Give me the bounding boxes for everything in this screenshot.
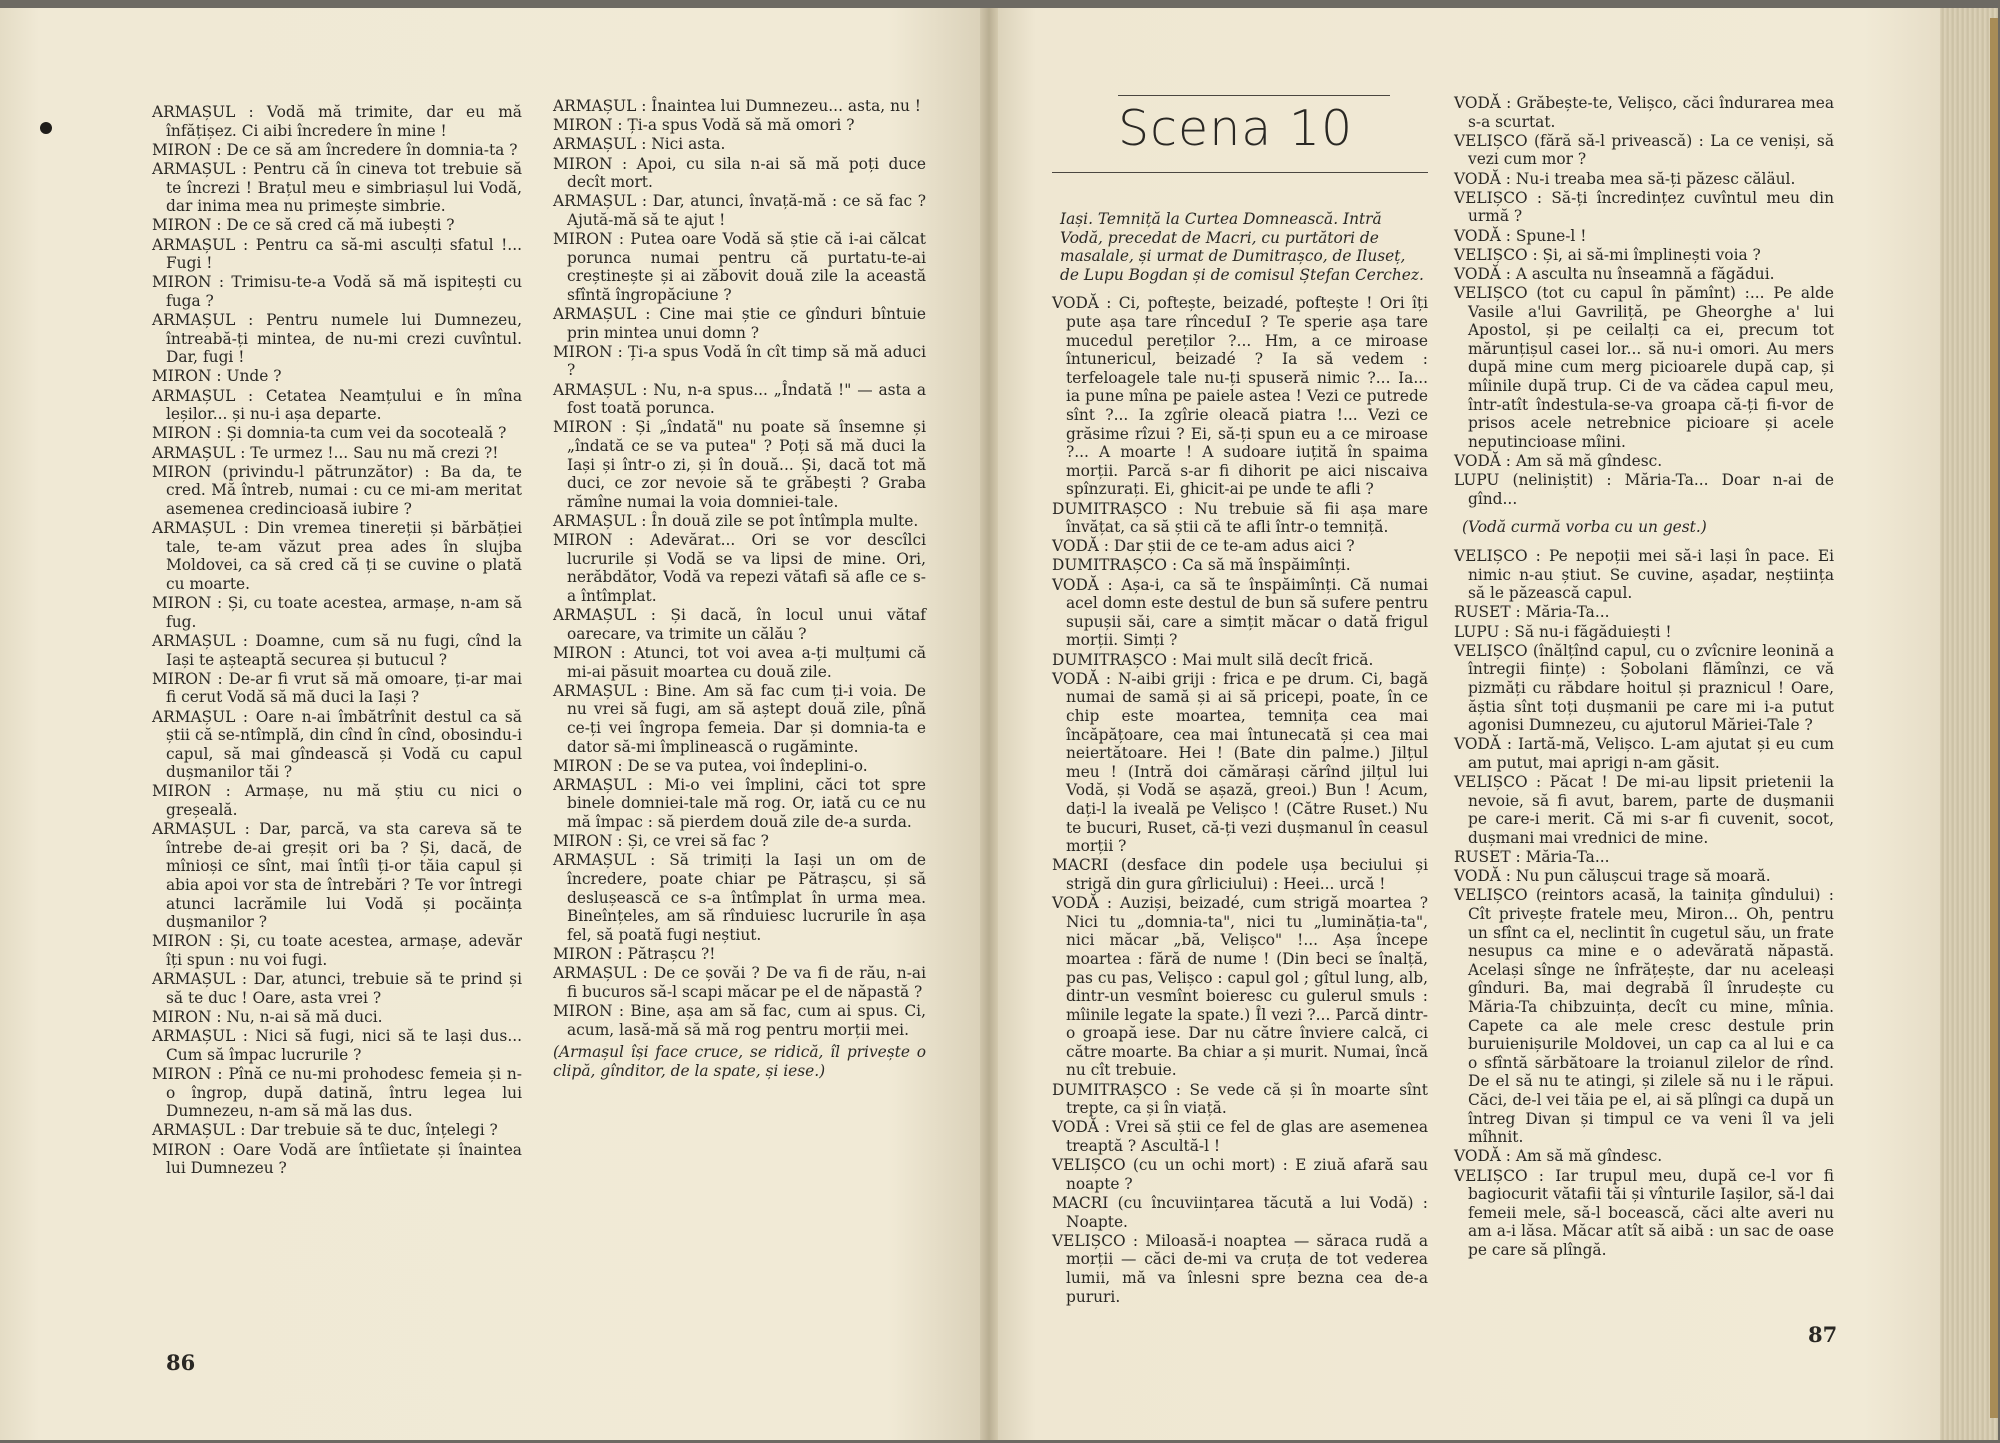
ink-dot — [40, 122, 52, 134]
dialogue-line: MIRON : Ți-a spus Vodă să mă omori ? — [553, 116, 855, 135]
dialogue-line: MIRON : Pătrașcu ?! — [553, 945, 716, 963]
dialogue-line: MIRON : Și, cu toate acestea, armașe, n-am să fug. — [152, 594, 522, 631]
text-column-3 — [1052, 200, 1428, 1307]
dialogue-line: ARMAȘUL : Dar, atunci, învață-mă : ce să fac ? Ajută-mă să te ajut ! — [553, 192, 926, 229]
dialogue-line: MIRON : Și, cu toate acestea, armașe, adevăr îți spun : nu voi fugi. — [152, 932, 522, 969]
dialogue-line: VODĂ : Ci, poftește, beizadé, poftește ! Ori îți pute așa tare rînceduI ? Te sperie așa tare mucedul pereților ?... Hm, a ce miroase întunericul, beizadé ? Ia să vedem : terfeloagele tale nu-ți spuseră nimic ?... Ia... ia pune mîna pe paiele astea ! Vezi ce putrede sînt ?... Ia zgîrie oleacă piatra !... Vezi ce grăsime rîzui ? Ei, să-ți spun eu a ce miroase ?... A moarte ! A sudoare iuțită în spaima morții. Parcă s-ar fi dihorit pe aici niscaiva spînzurați. Ei, ghicit-ai pe unde te afli ? — [1052, 294, 1428, 499]
dialogue-line: RUSET : Măria-Ta... — [1454, 603, 1610, 622]
dialogue-line: VELIȘCO : Pe nepoții mei să-i lași în pace. Ei nimic n-au știut. Se cuvine, așadar, neștiința să le păzească capul. — [1454, 547, 1834, 603]
dialogue-line: MIRON : Și „îndată" nu poate să însemne și „îndată ce se va putea" ? Poți să mă duci la Iași și într-o zi, și în două... Și, dacă tot mă duci, ce zor nevoie să te grăbești ? Graba rămîne numai la voia domniei-tale. — [553, 418, 926, 511]
dialogue-line: ARMAȘUL : Oare n-ai îmbătrînit destul ca să știi că se-ntîmplă, din cînd în cînd, obosindu-i capul, să mai gîndească și Vodă cu capul dușmanilor tăi ? — [152, 707, 522, 782]
dialogue-line: MIRON : Și domnia-ta cum vei da socoteală ? — [152, 424, 507, 443]
dialogue-line: VODĂ : N-aibi griji : frica e pe drum. Ci, bagă numai de samă și ai să pricepi, poate, în ce chip este moartea, temnița cea mai încăpățoare, cea mai întunecată și cea mai neiertătoare. Hei ! (Bate din palme.) Jilțul meu ! (Intră doi cămărași cărînd jilțul lui Vodă, și Vodă se așază, greoi.) Bun ! Acum, dați-l la iveală pe Velișco ! (Către Ruset.) Nu te bucuri, Ruset, că-ți vezi dușmanul în ceasul morții ? — [1052, 669, 1428, 856]
dialogue-line: VELIȘCO (fără să-l privească) : La ce veniși, să vezi cum mor ? — [1454, 131, 1834, 169]
dialogue-line: MIRON : De se va putea, voi îndeplini-o. — [553, 756, 868, 775]
dialogue-line: MIRON : Ți-a spus Vodă în cît timp să mă aduci ? — [553, 342, 926, 380]
dialogue-line: VELIȘCO (cu un ochi mort) : E ziuă afară sau noapte ? — [1052, 1156, 1428, 1193]
dialogue-line: VODĂ : Am să mă gîndesc. — [1454, 1147, 1663, 1166]
dialogue-line: DUMITRAȘCO : Ca să mă înspăimînți. — [1052, 556, 1351, 575]
dialogue-line: MIRON : Pînă ce nu-mi prohodesc femeia și n-o îngrop, după datină, întru legea lui Dumnezeu, n-am să mă las dus. — [152, 1064, 522, 1121]
dialogue-line: MIRON : De ce să am încredere în domnia-ta ? — [152, 140, 518, 159]
dialogue-line: VELIȘCO : Și, ai să-mi împlinești voia ? — [1454, 245, 1761, 264]
dialogue-line: ARMAȘUL : Te urmez !... Sau nu mă crezi ?! — [152, 443, 499, 462]
dialogue-line: ARMAȘUL : Pentru că în cineva tot trebuie să te încrezi ! Brațul meu e simbriașul lui Vodă, dar inima mea nu primește simbrie. — [152, 159, 522, 216]
page-number-right: 87 — [1808, 1322, 1838, 1347]
dialogue-line: MIRON : Oare Vodă are întîietate și înaintea lui Dumnezeu ? — [152, 1140, 522, 1178]
dialogue-line: ARMAȘUL : Cetatea Neamțului e în mîna leșilor... și nu-i așa departe. — [152, 386, 522, 424]
dialogue-line: VODĂ : Dar știi de ce te-am adus aici ? — [1052, 537, 1355, 556]
dialogue-line: DUMITRAȘCO : Mai mult silă decît frică. — [1052, 650, 1374, 669]
dialogue-line: MACRI (cu încuviințarea tăcută a lui Vodă) : Noapte. — [1052, 1194, 1428, 1231]
dialogue-line: ARMAȘUL : Mi-o vei împlini, căci tot spre binele domniei-tale mă rog. Or, iată cu ce nu mă împac : să pierdem două zile de-a surda. — [553, 775, 926, 832]
scene-title: Scena 10 — [1118, 100, 1354, 157]
dialogue-line: MIRON : Apoi, cu sila n-ai să mă poți duce decît mort. — [553, 154, 926, 192]
dialogue-line: RUSET : Măria-Ta... — [1454, 848, 1610, 867]
dialogue-line: MIRON : Armașe, nu mă știu cu nici o greșeală. — [152, 782, 522, 820]
dialogue-line: ARMAȘUL : Pentru ca să-mi asculți sfatul !... Fugi ! — [152, 235, 522, 273]
book-gutter — [980, 8, 998, 1440]
scene-stage-direction: Iași. Temniță la Curtea Domnească. Intră Vodă, precedat de Macri, cu purtători de masalale, și urmat de Dumitrașco, de Iluseț, de Lupu Bogdan și de comisul Ștefan Cerchez. — [1060, 210, 1424, 284]
dialogue-line: VELIȘCO (tot cu capul în pămînt) :... Pe alde Vasile a'lui Gavriliță, pe Gheorghe a' lui Apostol, și pe ceilalți ca ei, precum tot mărunțișul casei lor... să nu-i omori. Au mers după mine cum merg picioarele după cap, și mîinile după trup. Ci de va cădea capul meu, într-atît îndestula-se-va groapa că-ți fi-vor de prisos acele netrebnice picioare și acele neputincioase mîini. — [1454, 284, 1834, 451]
dialogue-line: ARMAȘUL : Dar trebuie să te duc, înțelegi ? — [152, 1121, 498, 1140]
dialogue-line: MIRON : Bine, așa am să fac, cum ai spus. Ci, acum, lasă-mă să mă rog pentru morții mei. — [553, 1001, 926, 1039]
dialogue-line: ARMAȘUL : Cine mai știe ce gînduri bîntuie prin mintea unui domn ? — [553, 305, 926, 342]
dialogue-line: VELIȘCO : Miloasă-i noaptea — săraca rudă a morții — căci de-mi va cruța de tot vederea lumii, mă va înlesni spre bezna cea de-a pururi. — [1052, 1231, 1428, 1306]
dialogue-line: VELIȘCO (reintors acasă, la tainița gîndului) : Cît privește fratele meu, Miron... Oh, pentru un sfînt ca el, neclintit în cugetul său, un frate nesupus ca mine e o adevărată năpastă. Același sînge ne înfrățește, dar nu aceleași gînduri. Ba, mai degrabă îl înrudește cu Măria-Ta chibzuința, decît cu mine, mînia. Capete ca ale mele cresc destule prin buruienișurile Moldovei, un cap ca al lui e ca o sfîntă sărbătoare la troianul zilelor de rînd. De el să nu te atingi, și zilele să nu i le răpui. Căci, de-l vei tăia pe el, ai să plîngi ca după un întreg Divan și timpul ce va veni îl va jeli mîhnit. — [1454, 886, 1834, 1147]
dialogue-line: ARMAȘUL : Dar, atunci, trebuie să te prind și să te duc ! Oare, asta vrei ? — [152, 970, 522, 1007]
dialogue-line: VODĂ : Nu-i treaba mea să-ți păzesc căläul. — [1454, 169, 1796, 188]
col4b-lines — [1454, 547, 1834, 1260]
stage-direction: (Vodă curmă vorba cu un gest.) — [1462, 518, 1707, 537]
dialogue-line: VELIȘCO : Păcat ! De mi-au lipsit prietenii la nevoie, să fi avut, barem, parte de dușmanii pe care-i merit. Că mi s-ar fi cuvenit, socot, dușmani mai vrednici de mine. — [1454, 773, 1834, 847]
dialogue-line: VODĂ : Așa-i, ca să te înspăimînți. Că numai acel domn este destul de bun să sufere pentru supușii săi, care a simțit măcar o dată frigul morții. Simți ? — [1052, 575, 1428, 650]
dialogue-line: MIRON : Adevărat... Ori se vor descîlci lucrurile și Vodă se va lipsi de mine. Ori, nerăbdător, Vodă va repezi vătafi să afle ce s-a întîmplat. — [553, 531, 926, 605]
dialogue-line: VELIȘCO : Iar trupul meu, după ce-l vor fi bagiocurit vătafii tăi și vînturile Iașilor, să-l dai femeii mele, să-l bocească, căci alte averi nu am a-i lăsa. Măcar atît să aibă : un sac de oase pe care să plîngă. — [1454, 1166, 1834, 1259]
dialogue-line: MIRON : Nu, n-ai să mă duci. — [152, 1007, 383, 1026]
text-column-1 — [152, 103, 522, 1178]
dialogue-line: MACRI (desface din podele ușa beciului și strigă din gura gîrliciului) : Heei... urcă ! — [1052, 856, 1428, 893]
dialogue-line: ARMAȘUL : Și dacă, în locul unui vătaf oarecare, va trimite un călău ? — [553, 606, 926, 643]
dialogue-line: VODĂ : Grăbește-te, Velișco, căci îndurarea mea s-a scurtat. — [1454, 94, 1834, 131]
col3-lines — [1052, 294, 1428, 1306]
dialogue-line: MIRON : Și, ce vrei să fac ? — [553, 832, 769, 851]
text-column-4 — [1454, 94, 1834, 1260]
title-rule-top — [1118, 95, 1390, 96]
dialogue-line: VODĂ : Vrei să știi ce fel de glas are asemenea treaptă ? Ascultă-l ! — [1052, 1118, 1428, 1156]
dialogue-line: ARMAȘUL : Nici asta. — [553, 135, 726, 154]
dialogue-line: DUMITRAȘCO : Se vede că și în moarte sînt trepte, ca și în viață. — [1052, 1080, 1428, 1118]
dialogue-line: ARMAȘUL : Dar, parcă, va sta careva să te întrebe de-ai greșit ori ba ? Și, dacă, de mînioși ce sînt, mai întîi ți-or tăia capul și abia apoi vor sta de întrebări ? Te vor întregi atunci lacrămile lui Vodă și pocăința dușmanilor ? — [152, 820, 522, 932]
dialogue-line: MIRON : Trimisu-te-a Vodă să mă ispitești cu fuga ? — [152, 273, 522, 310]
dialogue-line: ARMAȘUL : Bine. Am să fac cum ți-i voia. De nu vrei să fugi, am să aștept două zile, pînă ce-ți vei îngropa femeia. Dar și domnia-ta e dator să-mi împlinească o rugăminte. — [553, 681, 926, 756]
stage-direction: (Armașul își face cruce, se ridică, îl privește o clipă, gînditor, de la spate, și iese.) — [553, 1043, 926, 1080]
dialogue-line: MIRON : Unde ? — [152, 367, 282, 386]
dialogue-line: VODĂ : Am să mă gîndesc. — [1454, 452, 1663, 471]
dialogue-line: VODĂ : Spune-l ! — [1454, 226, 1587, 245]
dialogue-line: ARMAȘUL : Doamne, cum să nu fugi, cînd la Iași te așteaptă securea și butucul ? — [152, 631, 522, 669]
dialogue-line: ARMAȘUL : Pentru numele lui Dumnezeu, întreabă-ți mintea, de nu-mi crezi cuvîntul. Dar, fugi ! — [152, 311, 522, 367]
dialogue-line: ARMAȘUL : Din vremea tinereții și bărbăției tale, te-am văzut prea ades în slujba Moldovei, ca să cred că ți se cuvine o plată cu moarte. — [152, 519, 522, 593]
dialogue-line: LUPU : Să nu-i făgăduiești ! — [1454, 622, 1672, 641]
dialogue-line: VODĂ : Nu pun călușcui trage să moară. — [1454, 867, 1771, 886]
dialogue-line: MIRON (privindu-l pătrunzător) : Ba da, te cred. Mă întreb, numai : cu ce mi-am meritat asemenea credincioasă iubire ? — [152, 462, 522, 518]
dialogue-line: MIRON : De ce să cred că mă iubești ? — [152, 216, 455, 235]
dialogue-line: ARMAȘUL : Nici să fugi, nici să te lași dus... Cum să împac lucrurile ? — [152, 1027, 522, 1064]
col2-lines — [553, 97, 926, 1039]
dialogue-line: VODĂ : Iartă-mă, Velișco. L-am ajutat și eu cum am putut, mai aprigi n-am găsit. — [1454, 735, 1834, 772]
dialogue-line: ARMAȘUL : De ce șovăi ? De va fi de rău, n-ai fi bucuros să-l scapi măcar pe el de năpastă ? — [553, 964, 926, 1001]
dialogue-line: MIRON : Putea oare Vodă să știe că i-ai călcat porunca numai pentru că purtatu-te-ai creștinește și ai zăbovit două zile la această sfîntă îngropăciune ? — [553, 230, 926, 304]
col4a-lines — [1454, 94, 1834, 508]
dialogue-line: LUPU (neliniștit) : Măria-Ta... Doar n-ai de gînd... — [1454, 471, 1834, 508]
text-column-2 — [553, 97, 926, 1092]
dialogue-line: MIRON : Atunci, tot voi avea a-ți mulțumi că mi-ai păsuit moartea cu două zile. — [553, 643, 926, 681]
title-rule-bottom — [1052, 172, 1428, 173]
page-number-left: 86 — [166, 1350, 196, 1375]
dialogue-line: VODĂ : Auziși, beizadé, cum strigă moartea ? Nici tu „domnia-ta", nici tu „luminăția-ta", nici măcar „bă, Velișco" !... Așa începe moartea : fără de nume ! (Din beci se înalță, pas cu pas, Velișco : capul gol ; gîtul lung, alb, dintr-un vesmînt boieresc cu gulerul smuls : mîinile legate la spate.) Îl vezi ?... Parcă dintr-o groapă iese. Dar nu către înviere calcă, ci către moarte. Ba chiar a și murit. Numai, încă nu cît trebuie. — [1052, 894, 1428, 1080]
dialogue-line: MIRON : De-ar fi vrut să mă omoare, ți-ar mai fi cerut Vodă să mă duci la Iași ? — [152, 669, 522, 707]
dialogue-line: ARMAȘUL : În două zile se pot întîmpla multe. — [553, 512, 919, 530]
dialogue-line: ARMAȘUL : Să trimiți la Iași un om de încredere, poate chiar pe Pătrașcu, și să deslușească ce s-a întîmplat în urma mea. Bineînțeles, am să rînduiesc lucrurile în așa fel, să poată fugi neștiut. — [553, 851, 926, 944]
cover-edge — [1990, 18, 1998, 1418]
dialogue-line: VELIȘCO : Să-ți încredințez cuvîntul meu din urmă ? — [1454, 188, 1834, 226]
dialogue-line: ARMAȘUL : Nu, n-a spus... „Îndată !" — asta a fost toată porunca. — [553, 380, 926, 418]
dialogue-line: VODĂ : A asculta nu înseamnă a făgădui. — [1454, 264, 1775, 283]
dialogue-line: ARMAȘUL : Înaintea lui Dumnezeu... asta, nu ! — [553, 97, 921, 115]
dialogue-line: DUMITRAȘCO : Nu trebuie să fii așa mare învățat, ca să știi că te afli într-o temniță. — [1052, 499, 1428, 537]
dialogue-line: ARMAȘUL : Vodă mă trimite, dar eu mă înfățișez. Ci aibi încredere în mine ! — [152, 103, 522, 140]
book-spread — [0, 8, 1998, 1440]
dialogue-line: VELIȘCO (înălțînd capul, cu o zvîcnire leonină a întregii ființe) : Șobolani flămînzi, ce vă pizmăți cu răbdare hoitul și praznicul ! Oare, ăștia sînt toți dușmanii pe care mi i-a putut agonisi Dumnezeu, cu ajutorul Măriei-Tale ? — [1454, 641, 1834, 735]
